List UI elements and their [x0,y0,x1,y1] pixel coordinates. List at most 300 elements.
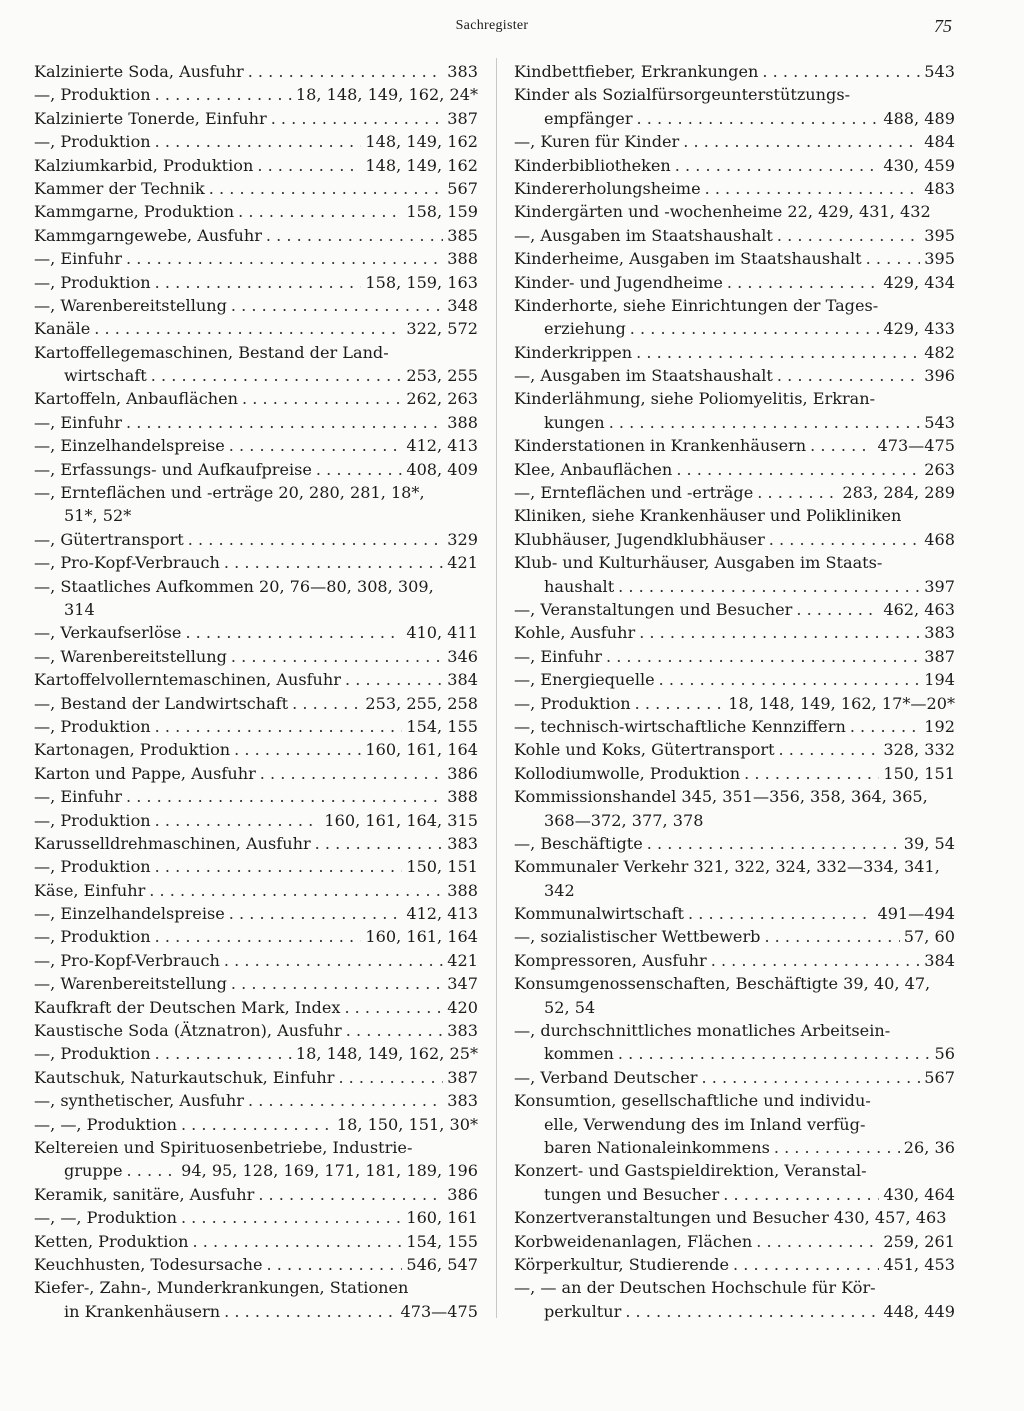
index-entry-text: —, Gütertransport [34,529,184,549]
index-entry-pages: 462, 463 [883,599,955,619]
index-entry [34,972,478,995]
index-entry-text: Kartoffellegemaschinen, Bestand der Land- [34,342,389,362]
index-entry [514,481,955,504]
index-entry [514,575,955,598]
index-entry-text: Kommunalwirtschaft [514,904,685,924]
index-entry-pages: 408, 409 [406,459,478,479]
dot-leader [209,177,444,200]
index-entry [34,1042,478,1065]
index-entry-pages: 468 [924,529,955,549]
dot-leader [316,458,402,481]
index-entry-pages: 384 [447,670,478,690]
index-entry-text: Körperkultur, Studierende [514,1254,729,1274]
index-entry-text: —, Warenbereitstellung [34,974,227,994]
index-entry [514,551,955,574]
index-entry [514,949,955,972]
index-entry [34,481,478,504]
index-entry-pages: 383 [447,833,478,853]
index-entry-text: 314 [64,599,95,619]
index-entry [34,1019,478,1042]
dot-leader [796,598,879,621]
index-entry-pages: 421 [447,950,478,970]
index-entry [34,294,478,317]
index-entry-pages: 383 [447,1091,478,1111]
index-entry [514,692,955,715]
index-entry [34,879,478,902]
dot-leader [151,364,403,387]
index-entry [514,200,955,223]
index-entry [34,1230,478,1253]
index-entry [34,996,478,1019]
index-entry-text: Kammgarngewebe, Ausfuhr [34,225,262,245]
index-entry-pages: 160, 161, 164 [365,927,478,947]
dot-leader [723,1183,879,1206]
index-entry-text: gruppe [64,1161,123,1181]
index-entry-text: Kindergärten und -wochenheime 22, 429, 431, 432 [514,202,931,222]
dot-leader [727,271,879,294]
index-entry-text: —, Produktion [34,272,151,292]
index-entry [34,200,478,223]
index-entry-text: Kindererholungsheime [514,178,701,198]
index-entry-pages: 192 [924,716,955,736]
dot-leader [155,855,403,878]
index-entry-pages: 18, 148, 149, 162, 17*—20* [728,693,955,713]
index-entry-pages: 348 [447,295,478,315]
index-entry-text: Kalzinierte Soda, Ausfuhr [34,62,244,81]
index-entry-pages: 160, 161, 164 [365,740,478,760]
dot-leader [630,317,880,340]
index-entry-pages: 484 [924,132,955,152]
dot-leader [155,271,362,294]
dot-leader [618,1042,931,1065]
index-entry [34,528,478,551]
dot-leader [344,996,443,1019]
index-entry [514,341,955,364]
index-entry [514,996,955,1019]
index-entry-pages: 383 [447,1021,478,1041]
index-entry-text: Keramik, sanitäre, Ausfuhr [34,1184,255,1204]
dot-leader [688,902,873,925]
index-entry-text: —, Beschäftigte [514,833,643,853]
index-entry-text: Ketten, Produktion [34,1231,189,1251]
index-entry [34,1136,478,1159]
dot-leader [258,1183,443,1206]
dot-leader [257,154,361,177]
index-entry [514,364,955,387]
dot-leader [346,1019,444,1042]
index-entry-pages: 473—475 [877,436,955,456]
index-entry-text: Korbweidenanlagen, Flächen [514,1231,753,1251]
index-entry-text: Kinder- und Jugendheime [514,272,723,292]
index-entry [34,387,478,410]
dot-leader [777,224,920,247]
dot-leader [659,668,921,691]
index-entry [34,1183,478,1206]
index-entry [34,621,478,644]
index-entry-text: —, Produktion [34,716,151,736]
index-entry-text: Keltereien und Spirituosenbetriebe, Industrie- [34,1137,413,1157]
dot-leader [647,832,900,855]
index-entry-text: Keuchhusten, Todesursache [34,1254,263,1274]
dot-leader [618,575,920,598]
index-entry-text: Kalziumkarbid, Produktion [34,155,254,175]
index-entry-text: Kiefer-, Zahn-, Munderkrankungen, Stationen [34,1278,409,1298]
index-entry-text: —, Produktion [34,857,151,877]
index-entry [34,715,478,738]
index-entry [34,1159,478,1182]
index-entry-text: —, Ausgaben im Staatshaushalt [514,366,773,386]
index-entry-text: Kartonagen, Produktion [34,740,231,760]
index-entry-text: Kinderbibliotheken [514,155,671,175]
index-entry [514,715,955,738]
index-entry-pages: 387 [447,108,478,128]
index-entry-pages: 420 [447,997,478,1017]
dot-leader [234,738,361,761]
index-entry-pages: 451, 453 [883,1254,955,1274]
index-entry-pages: 160, 161 [406,1208,478,1228]
index-entry [514,177,955,200]
index-entry-pages: 347 [447,974,478,994]
dot-leader [701,1066,920,1089]
index-entry [514,411,955,434]
dot-leader [181,1206,402,1229]
index-entry-text: Kaufkraft der Deutschen Mark, Index [34,997,341,1017]
dot-leader [94,317,402,340]
index-entry [34,364,478,387]
index-entry [34,1089,478,1112]
index-entry-pages: 546, 547 [406,1254,478,1274]
page-number: 75 [934,16,952,36]
index-entry-text: erziehung [544,319,626,339]
dot-leader [126,247,443,270]
index-entry [514,528,955,551]
index-entry [514,879,955,902]
dot-leader [345,668,443,691]
index-entry [514,294,955,317]
index-column-left [34,60,478,1323]
page-header-title: Sachregister [455,18,529,33]
index-entry-pages: 148, 149, 162 [365,155,478,175]
index-entry-pages: 429, 433 [883,319,955,339]
index-entry [34,177,478,200]
index-entry-pages: 491—494 [877,904,955,924]
index-entry-pages: 410, 411 [406,623,478,643]
index-entry-pages: 383 [924,623,955,643]
index-entry-pages: 384 [924,950,955,970]
dot-leader [181,1113,333,1136]
index-entry [514,598,955,621]
index-entry-pages: 322, 572 [406,319,478,339]
dot-leader [635,692,725,715]
index-entry-text: Kartoffeln, Anbauflächen [34,389,239,409]
dot-leader [155,1042,292,1065]
index-entry [514,762,955,785]
index-entry [34,504,478,527]
index-entry [34,1276,478,1299]
index-entry-text: —, — an der Deutschen Hochschule für Kör- [514,1278,876,1298]
index-entry [34,809,478,832]
index-entry-text: Kammgarne, Produktion [34,202,235,222]
index-entry-text: —, Einzelhandelspreise [34,904,225,924]
index-entry-text: —, Produktion [34,927,151,947]
dot-leader [231,645,443,668]
index-entry-pages: 482 [924,342,955,362]
index-entry-pages: 253, 255 [406,366,478,386]
dot-leader [155,130,362,153]
dot-leader [711,949,921,972]
index-entry-text: —, Kuren für Kinder [514,132,680,152]
index-entry-pages: 150, 151 [883,763,955,783]
index-entry-pages: 488, 489 [883,108,955,128]
dot-leader [744,762,879,785]
index-entry-text: —, durchschnittliches monatliches Arbeitsein- [514,1021,891,1041]
index-entry-text: 51*, 52* [64,506,132,526]
dot-leader [637,107,880,130]
dot-leader [231,972,443,995]
index-entry [34,247,478,270]
index-entry-text: —, Erfassungs- und Aufkaufpreise [34,459,312,479]
index-entry-text: Kinderhorte, siehe Einrichtungen der Tages- [514,295,879,315]
dot-leader [779,738,880,761]
dot-leader [636,341,920,364]
dot-leader [229,902,403,925]
index-entry-text: Kinderheime, Ausgaben im Staatshaushalt [514,249,862,269]
dot-leader [762,60,920,83]
dot-leader [764,925,899,948]
index-entry [514,621,955,644]
index-entry-text: Klub- und Kulturhäuser, Ausgaben im Staats- [514,553,883,573]
index-entry-text: Konzertveranstaltungen und Besucher 430, 457, 463 [514,1208,947,1228]
index-entry-text: —, synthetischer, Ausfuhr [34,1091,244,1111]
index-entry [514,130,955,153]
index-entry [34,224,478,247]
dot-leader [192,1230,402,1253]
index-entry-pages: 18, 148, 149, 162, 25* [295,1044,478,1064]
index-entry [514,154,955,177]
index-entry-text: —, Pro-Kopf-Verbrauch [34,950,220,970]
dot-leader [639,621,920,644]
index-entry-pages: 386 [447,763,478,783]
dot-leader [292,692,361,715]
index-entry-text: Kaustische Soda (Ätznatron), Ausfuhr [34,1021,342,1041]
index-entry-text: Klubhäuser, Jugendklubhäuser [514,529,765,549]
index-entry-text: Kompressoren, Ausfuhr [514,950,707,970]
index-entry [34,575,478,598]
index-entry [514,434,955,457]
index-entry-text: —, Produktion [34,1044,151,1064]
index-entry-pages: 263 [924,459,955,479]
index-entry-pages: 388 [447,880,478,900]
index-entry-text: —, Energiequelle [514,670,655,690]
index-entry [34,154,478,177]
dot-leader [188,528,444,551]
index-entry-text: Kartoffelvollerntemaschinen, Ausfuhr [34,670,341,690]
index-entry-pages: 253, 255, 258 [365,693,478,713]
dot-leader [683,130,920,153]
index-entry-pages: 386 [447,1184,478,1204]
index-entry-text: Kohle, Ausfuhr [514,623,636,643]
index-entry-text: —, Einfuhr [34,787,122,807]
index-entry-text: baren Nationaleinkommens [544,1137,770,1157]
index-entry [514,1066,955,1089]
index-entry [514,224,955,247]
index-entry-pages: 194 [924,670,955,690]
index-entry-pages: 154, 155 [406,1231,478,1251]
dot-leader [338,1066,443,1089]
dot-leader [609,411,921,434]
dot-leader [260,762,443,785]
index-entry-text: empfänger [544,108,633,128]
index-entry-pages: 383 [447,62,478,81]
index-entry [514,271,955,294]
index-entry-pages: 150, 151 [406,857,478,877]
index-entry-text: Kindbettfieber, Erkrankungen [514,62,759,81]
index-entry-text: Konsumtion, gesellschaftliche und individu- [514,1091,871,1111]
index-entry [34,785,478,808]
index-entry-pages: 385 [447,225,478,245]
index-entry-text: Karton und Pappe, Ausfuhr [34,763,256,783]
index-entry [34,83,478,106]
index-entry [34,458,478,481]
index-entry-pages: 483 [924,178,955,198]
index-entry-text: kungen [544,412,605,432]
dot-leader [155,809,321,832]
index-entry [34,855,478,878]
dot-leader [155,83,292,106]
index-entry-pages: 388 [447,249,478,269]
dot-leader [315,832,444,855]
index-entry-pages: 262, 263 [406,389,478,409]
index-entry [34,60,478,83]
dot-leader [774,1136,900,1159]
index-entry-text: —, Produktion [34,85,151,105]
index-entry-pages: 154, 155 [406,716,478,736]
index-entry-text: —, Einfuhr [34,412,122,432]
index-entry [514,317,955,340]
index-entry [514,504,955,527]
index-entry [514,1042,955,1065]
dot-leader [850,715,920,738]
index-entry [34,902,478,925]
index-entry-text: —, Warenbereitstellung [34,646,227,666]
index-entry-pages: 448, 449 [883,1301,955,1321]
index-entry-pages: 57, 60 [903,927,955,947]
index-entry-text: Kliniken, siehe Krankenhäuser und Polikliniken [514,506,902,526]
index-entry-text: in Krankenhäusern [64,1301,221,1321]
index-entry-pages: 430, 464 [883,1184,955,1204]
index-entry [514,855,955,878]
index-entry-text: —, Staatliches Aufkommen 20, 76—80, 308, 309, [34,576,434,596]
index-entry-pages: 388 [447,412,478,432]
index-entry-text: —, Einzelhandelspreise [34,436,225,456]
index-entry [34,1253,478,1276]
dot-leader [248,1089,443,1112]
index-entry [514,1230,955,1253]
index-entry-pages: 395 [924,249,955,269]
dot-leader [126,411,443,434]
dot-leader [733,1253,879,1276]
dot-leader [266,224,443,247]
index-entry [514,107,955,130]
index-entry [34,598,478,621]
index-entry-pages: 283, 284, 289 [842,483,955,503]
index-entry-pages: 567 [924,1067,955,1087]
index-entry [34,832,478,855]
index-entry [514,60,955,83]
index-entry [34,738,478,761]
dot-leader [267,1253,403,1276]
dot-leader [155,715,403,738]
index-entry-text: Kalzinierte Tonerde, Einfuhr [34,108,267,128]
index-entry [34,1206,478,1229]
index-entry [514,902,955,925]
index-entry-text: Kommissionshandel 345, 351—356, 358, 364, 365, [514,787,928,807]
index-entry-text: —, Produktion [34,810,151,830]
dot-leader [675,154,880,177]
index-entry [34,551,478,574]
index-entry-text: wirtschaft [64,366,147,386]
index-entry-text: perkultur [544,1301,622,1321]
index-column-right [514,60,955,1323]
index-entry [34,1300,478,1323]
index-entry-text: Kanäle [34,319,91,339]
dot-leader [676,458,920,481]
index-entry [34,762,478,785]
index-entry-pages: 387 [447,1067,478,1087]
index-entry-pages: 158, 159, 163 [365,272,478,292]
dot-leader [224,949,443,972]
index-entry-text: —, Verkaufserlöse [34,623,182,643]
index-entry [514,785,955,808]
index-entry-pages: 397 [924,576,955,596]
index-entry-text: —, Ernteflächen und -erträge [514,483,754,503]
index-entry-pages: 259, 261 [883,1231,955,1251]
index-entry-text: Kinderstationen in Krankenhäusern [514,436,807,456]
dot-leader [757,481,838,504]
dot-leader [705,177,921,200]
index-entry-pages: 18, 148, 149, 162, 24* [295,85,478,105]
index-entry [514,972,955,995]
index-entry-text: —, Pro-Kopf-Verbrauch [34,553,220,573]
index-entry-text: —, sozialistischer Wettbewerb [514,927,761,947]
dot-leader [126,785,443,808]
index-entry-pages: 421 [447,553,478,573]
index-entry [34,317,478,340]
index-entry-pages: 148, 149, 162 [365,132,478,152]
index-entry-pages: 429, 434 [883,272,955,292]
index-entry-pages: 160, 161, 164, 315 [324,810,478,830]
dot-leader [155,925,362,948]
index-entry-text: Konsumgenossenschaften, Beschäftigte 39, 40, 47, [514,974,931,994]
index-entry-pages: 328, 332 [883,740,955,760]
dot-leader [229,434,403,457]
index-entry [514,925,955,948]
index-entry-text: —, technisch-wirtschaftliche Kennziffern [514,716,846,736]
index-entry-text: —, Veranstaltungen und Besucher [514,599,793,619]
index-entry-text: Karusselldrehmaschinen, Ausfuhr [34,833,311,853]
index-entry-text: —, —, Produktion [34,1208,177,1228]
dot-leader [769,528,921,551]
dot-leader [127,1159,178,1182]
index-entry [514,1276,955,1299]
index-entry-text: haushalt [544,576,615,596]
dot-leader [231,294,443,317]
index-entry [34,130,478,153]
index-entry-pages: 395 [924,225,955,245]
index-entry-text: Kommunaler Verkehr 321, 322, 324, 332—334, 341, [514,857,940,877]
index-entry [514,1113,955,1136]
index-entry-pages: 39, 54 [903,833,955,853]
